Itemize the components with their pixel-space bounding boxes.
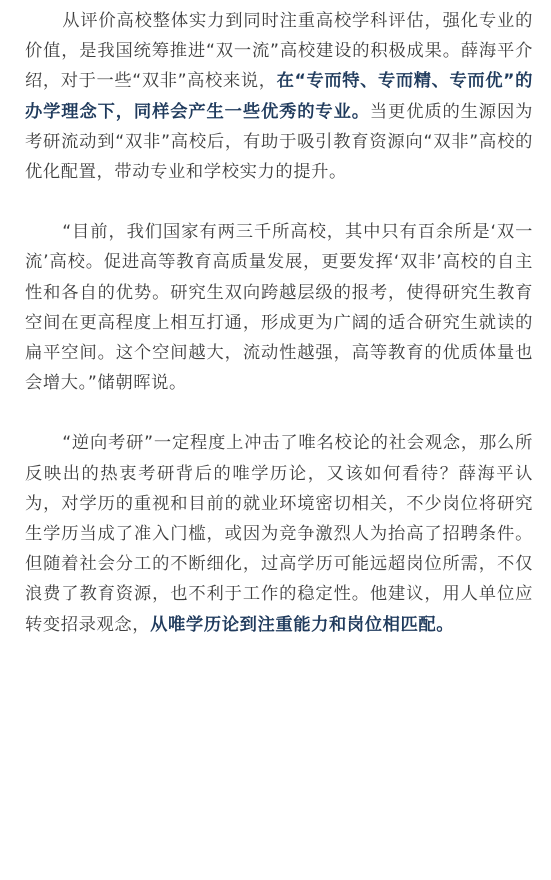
paragraph-1 bbox=[25, 6, 533, 187]
paragraph-1-text-1: 从评价高校整体实力到同时注重高校学科评估，强化专业的价值，是我国统筹推进“双一流”高校建设的积极成果。薛海平介绍，对于一些“双非”高校来说， bbox=[25, 11, 533, 92]
paragraph-3-text: “逆向考研”一定程度上冲击了唯名校论的社会观念，那么所反映出的热衷考研背后的唯学历论，又该如何看待？薛海平认为，对学历的重视和目前的就业环境密切相关，不少岗位将研究生学历当成了准入门槛，或因为竞争激烈人为抬高了招聘条件。但随着社会分工的不断细化，过高学历可能远超岗位所需，不仅浪费了教育资源，也不利于工作的稳定性。他建议，用人单位应转变招录观念， bbox=[25, 433, 533, 635]
paragraph-3-bold-text: 从唯学历论到注重能力和岗位相匹配。 bbox=[150, 614, 455, 635]
paragraph-3 bbox=[25, 428, 533, 639]
paragraph-2-text: “目前，我们国家有两三千所高校，其中只有百余所是‘双一流’高校。促进高等教育高质量发展，更要发挥‘双非’高校的自主性和各自的优势。研究生双向跨越层级的报考，使得研究生教育空间在更高程度上相互打通，形成更为广阔的适合研究生就读的扁平空间。这个空间越大，流动性越强，高等教育的优质体量也会增大。”储朝晖说。 bbox=[25, 222, 533, 394]
paragraph-2 bbox=[25, 217, 533, 398]
paragraph-1-bold-text: 在“专而特、专而精、专而优”的办学理念下，同样会产生一些优秀的专业。 bbox=[25, 71, 534, 122]
paragraph-1-text-2: 当更优质的生源因为考研流动到“双非”高校后，有助于吸引教育资源向“双非”高校的优化配置，带动专业和学校实力的提升。 bbox=[25, 101, 533, 183]
